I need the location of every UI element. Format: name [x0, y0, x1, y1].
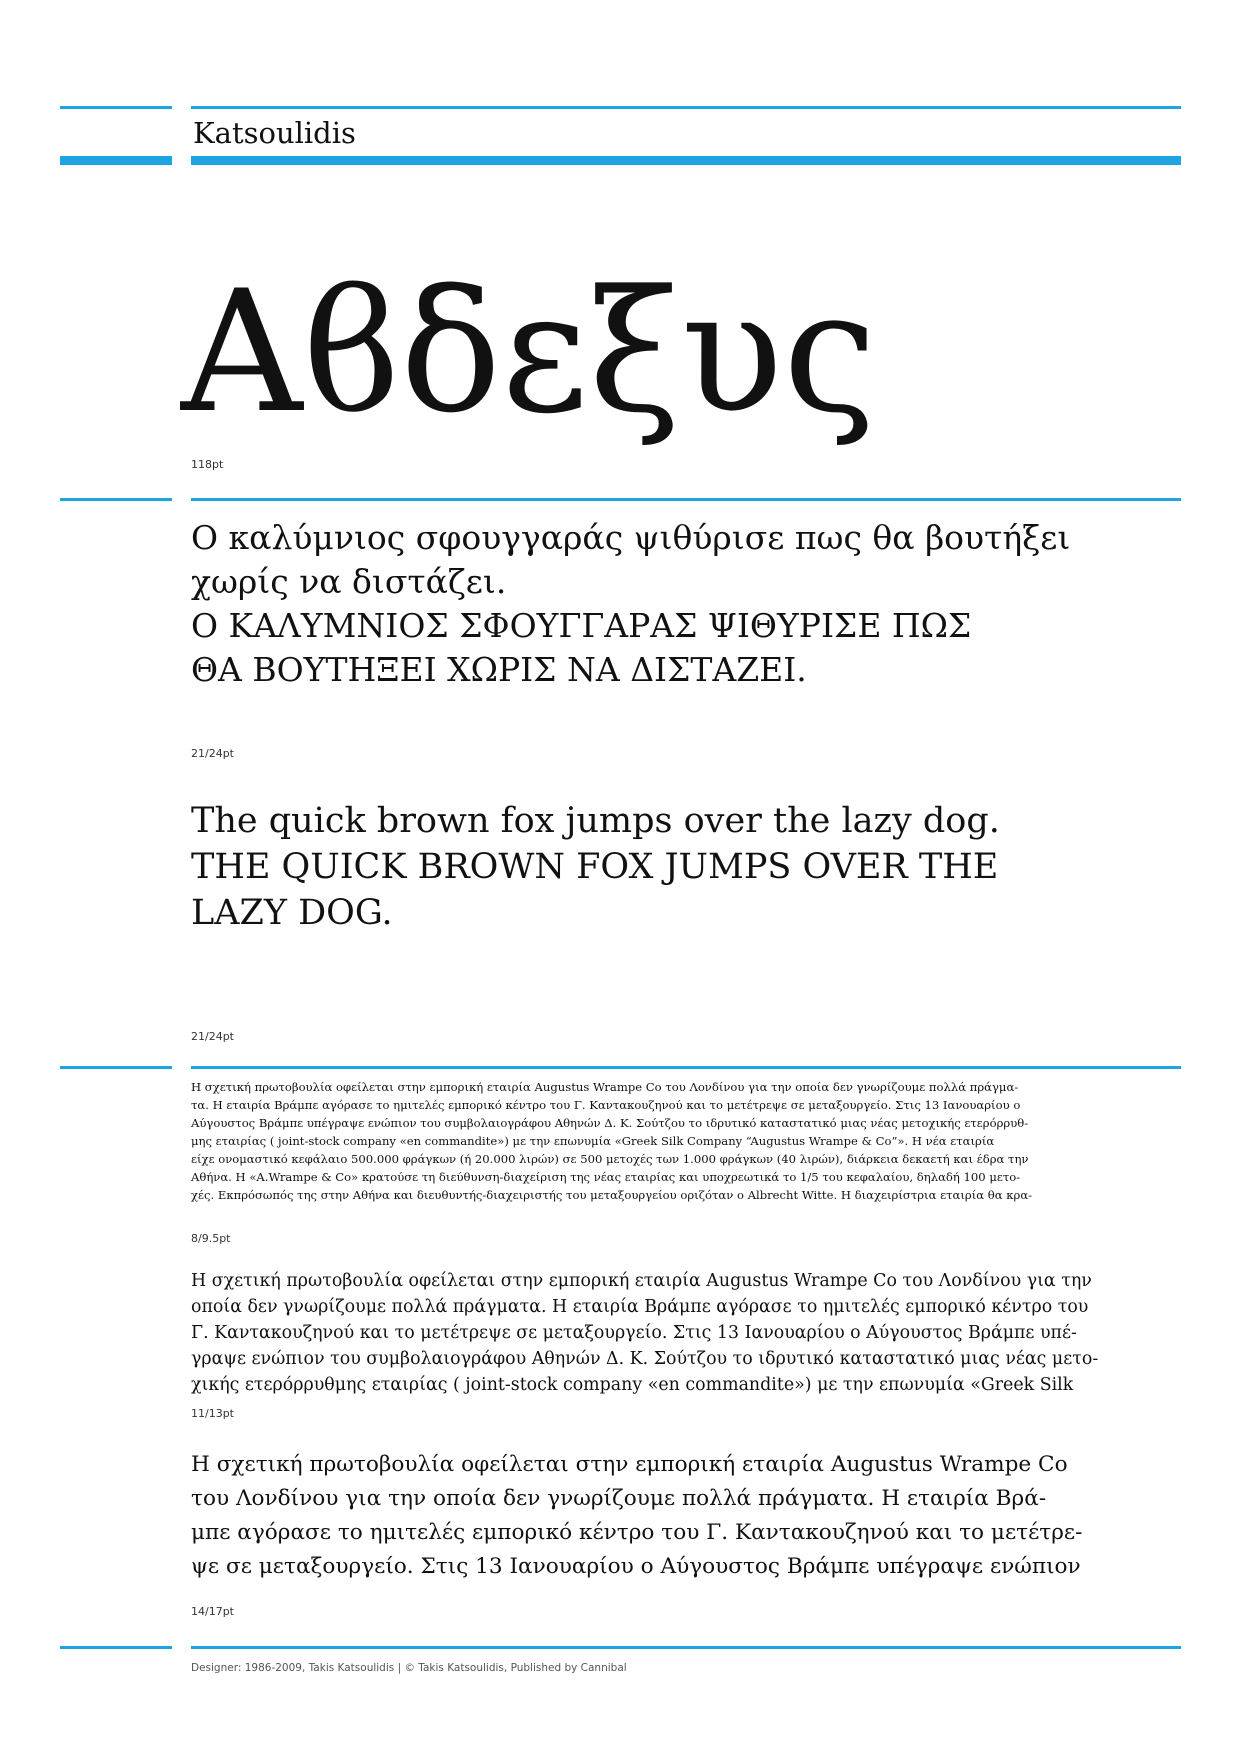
footer-rule-left — [60, 1646, 172, 1649]
text-11pt-line: Η σχετική πρωτοβουλία οφείλεται στην εμπορική εταιρία Augustus Wrampe Co του Λονδίνου για την — [191, 1271, 1092, 1291]
latin-sample — [191, 798, 1181, 936]
greek-sample-size-label: 21/24pt — [191, 747, 234, 760]
text-8pt-line: Η σχετική πρωτοβουλία οφείλεται στην εμπορική εταιρία Augustus Wrampe Co του Λονδίνου για την οποία δεν γνωρίζουμε πολλά πράγμα- — [191, 1080, 1019, 1094]
text-14pt-size-label: 14/17pt — [191, 1605, 234, 1618]
footer-credit: Designer: 1986-2009, Takis Katsoulidis | © Takis Katsoulidis, Published by Cannibal — [191, 1662, 627, 1674]
text-8pt-line: χές. Εκπρόσωπός της στην Αθήνα και διευθυντής-διαχειριστής του μεταξουργείου οριζόταν ο Albrecht Witte. Η διαχειρίστρια εταιρία θα κρα- — [191, 1188, 1033, 1202]
text-11pt-line: οποία δεν γνωρίζουμε πολλά πράγματα. Η εταιρία Βράμπε αγόρασε το ημιτελές εμπορικό κέντρο του — [191, 1297, 1089, 1317]
text-8pt-line: μης εταιρίας ( joint-stock company «en commandite») με την επωνυμία «Greek Silk Company “Augustus Wrampe & Co”». Η νέα εταιρία — [191, 1134, 995, 1148]
section-rule-1-right — [191, 498, 1181, 501]
text-11pt-size-label: 11/13pt — [191, 1407, 234, 1420]
text-14pt-line: του Λονδίνου για την οποία δεν γνωρίζουμε πολλά πράγματα. Η εταιρία Βρά- — [191, 1486, 1047, 1511]
section-rule-1-left — [60, 498, 172, 501]
text-14pt-line: ψε σε μεταξουργείο. Στις 13 Ιανουαρίου ο Αύγουστος Βράμπε υπέγραψε ενώπιον — [191, 1554, 1081, 1579]
header-rule-bottom-left — [60, 156, 172, 165]
text-11pt — [191, 1268, 1181, 1398]
greek-sample-line: Ο καλύμνιος σφουγγαράς ψιθύρισε πως θα βουτήξει — [191, 518, 1071, 557]
text-8pt — [191, 1078, 1181, 1204]
text-14pt-line: μπε αγόρασε το ημιτελές εμπορικό κέντρο του Γ. Καντακουζηνού και το μετέτρε- — [191, 1520, 1083, 1545]
font-name: Katsoulidis — [193, 116, 356, 150]
text-14pt — [191, 1448, 1181, 1584]
latin-sample-size-label: 21/24pt — [191, 1030, 234, 1043]
section-rule-2-right — [191, 1066, 1181, 1069]
text-14pt-line: Η σχετική πρωτοβουλία οφείλεται στην εμπορική εταιρία Augustus Wrampe Co — [191, 1452, 1068, 1477]
text-8pt-size-label: 8/9.5pt — [191, 1232, 231, 1245]
display-size-label: 118pt — [191, 458, 224, 471]
text-8pt-line: τα. Η εταιρία Βράμπε αγόρασε το ημιτελές εμπορικό κέντρο του Γ. Καντακουζηνού και το μετέτρεψε σε μεταξουργείο. Στις 13 Ιανουαρίου ο — [191, 1098, 1021, 1112]
section-rule-2-left — [60, 1066, 172, 1069]
text-11pt-line: Γ. Καντακουζηνού και το μετέτρεψε σε μεταξουργείο. Στις 13 Ιανουαρίου ο Αύγουστος Βράμπε υπέ- — [191, 1323, 1077, 1343]
text-8pt-line: Αύγουστος Βράμπε υπέγραψε ενώπιον του συμβολαιογράφου Αθηνών Δ. Κ. Σούτζου το ιδρυτικό καταστατικό μιας νέας μετοχικής ετερόρρυθ- — [191, 1116, 1029, 1130]
header-rule-bottom-right — [191, 156, 1181, 165]
greek-sample — [191, 516, 1181, 692]
latin-sample-line: The quick brown fox jumps over the lazy dog. — [191, 801, 1000, 841]
footer-rule-right — [191, 1646, 1181, 1649]
greek-sample-line: Ο ΚΑΛΥΜΝΙΟΣ ΣΦΟΥΓΓΑΡΑΣ ΨΙΘΥΡΙΣΕ ΠΩΣ — [191, 606, 972, 645]
latin-sample-line: THE QUICK BROWN FOX JUMPS OVER THE — [191, 847, 999, 887]
latin-sample-line: LAZY DOG. — [191, 893, 393, 933]
display-glyphs: Αϐδεξυς — [181, 254, 878, 450]
text-11pt-line: χικής ετερόρρυθμης εταιρίας ( joint-stock company «en commandite») με την επωνυμία «Greek Silk — [191, 1375, 1074, 1395]
text-8pt-line: Αθήνα. Η «A.Wrampe & Co» κρατούσε τη διεύθυνση-διαχείριση της νέας εταιρίας και υποχρεωτικά το 1/5 του κεφαλαίου, δηλαδή 100 μετο- — [191, 1170, 1021, 1184]
text-11pt-line: γραψε ενώπιον του συμβολαιογράφου Αθηνών Δ. Κ. Σούτζου το ιδρυτικό καταστατικό μιας νέας μετο- — [191, 1349, 1099, 1369]
header-rule-top-right — [191, 106, 1181, 109]
greek-sample-line: ΘΑ ΒΟΥΤΗΞΕΙ ΧΩΡΙΣ ΝΑ ΔΙΣΤΑΖΕΙ. — [191, 650, 807, 689]
header-rule-top-left — [60, 106, 172, 109]
text-8pt-line: είχε ονομαστικό κεφάλαιο 500.000 φράγκων (ή 20.000 λιρών) σε 500 μετοχές των 1.000 φράγκων (40 λιρών), διάρκεια δεκαετή και έδρα την — [191, 1152, 1029, 1166]
greek-sample-line: χωρίς να διστάζει. — [191, 562, 507, 601]
